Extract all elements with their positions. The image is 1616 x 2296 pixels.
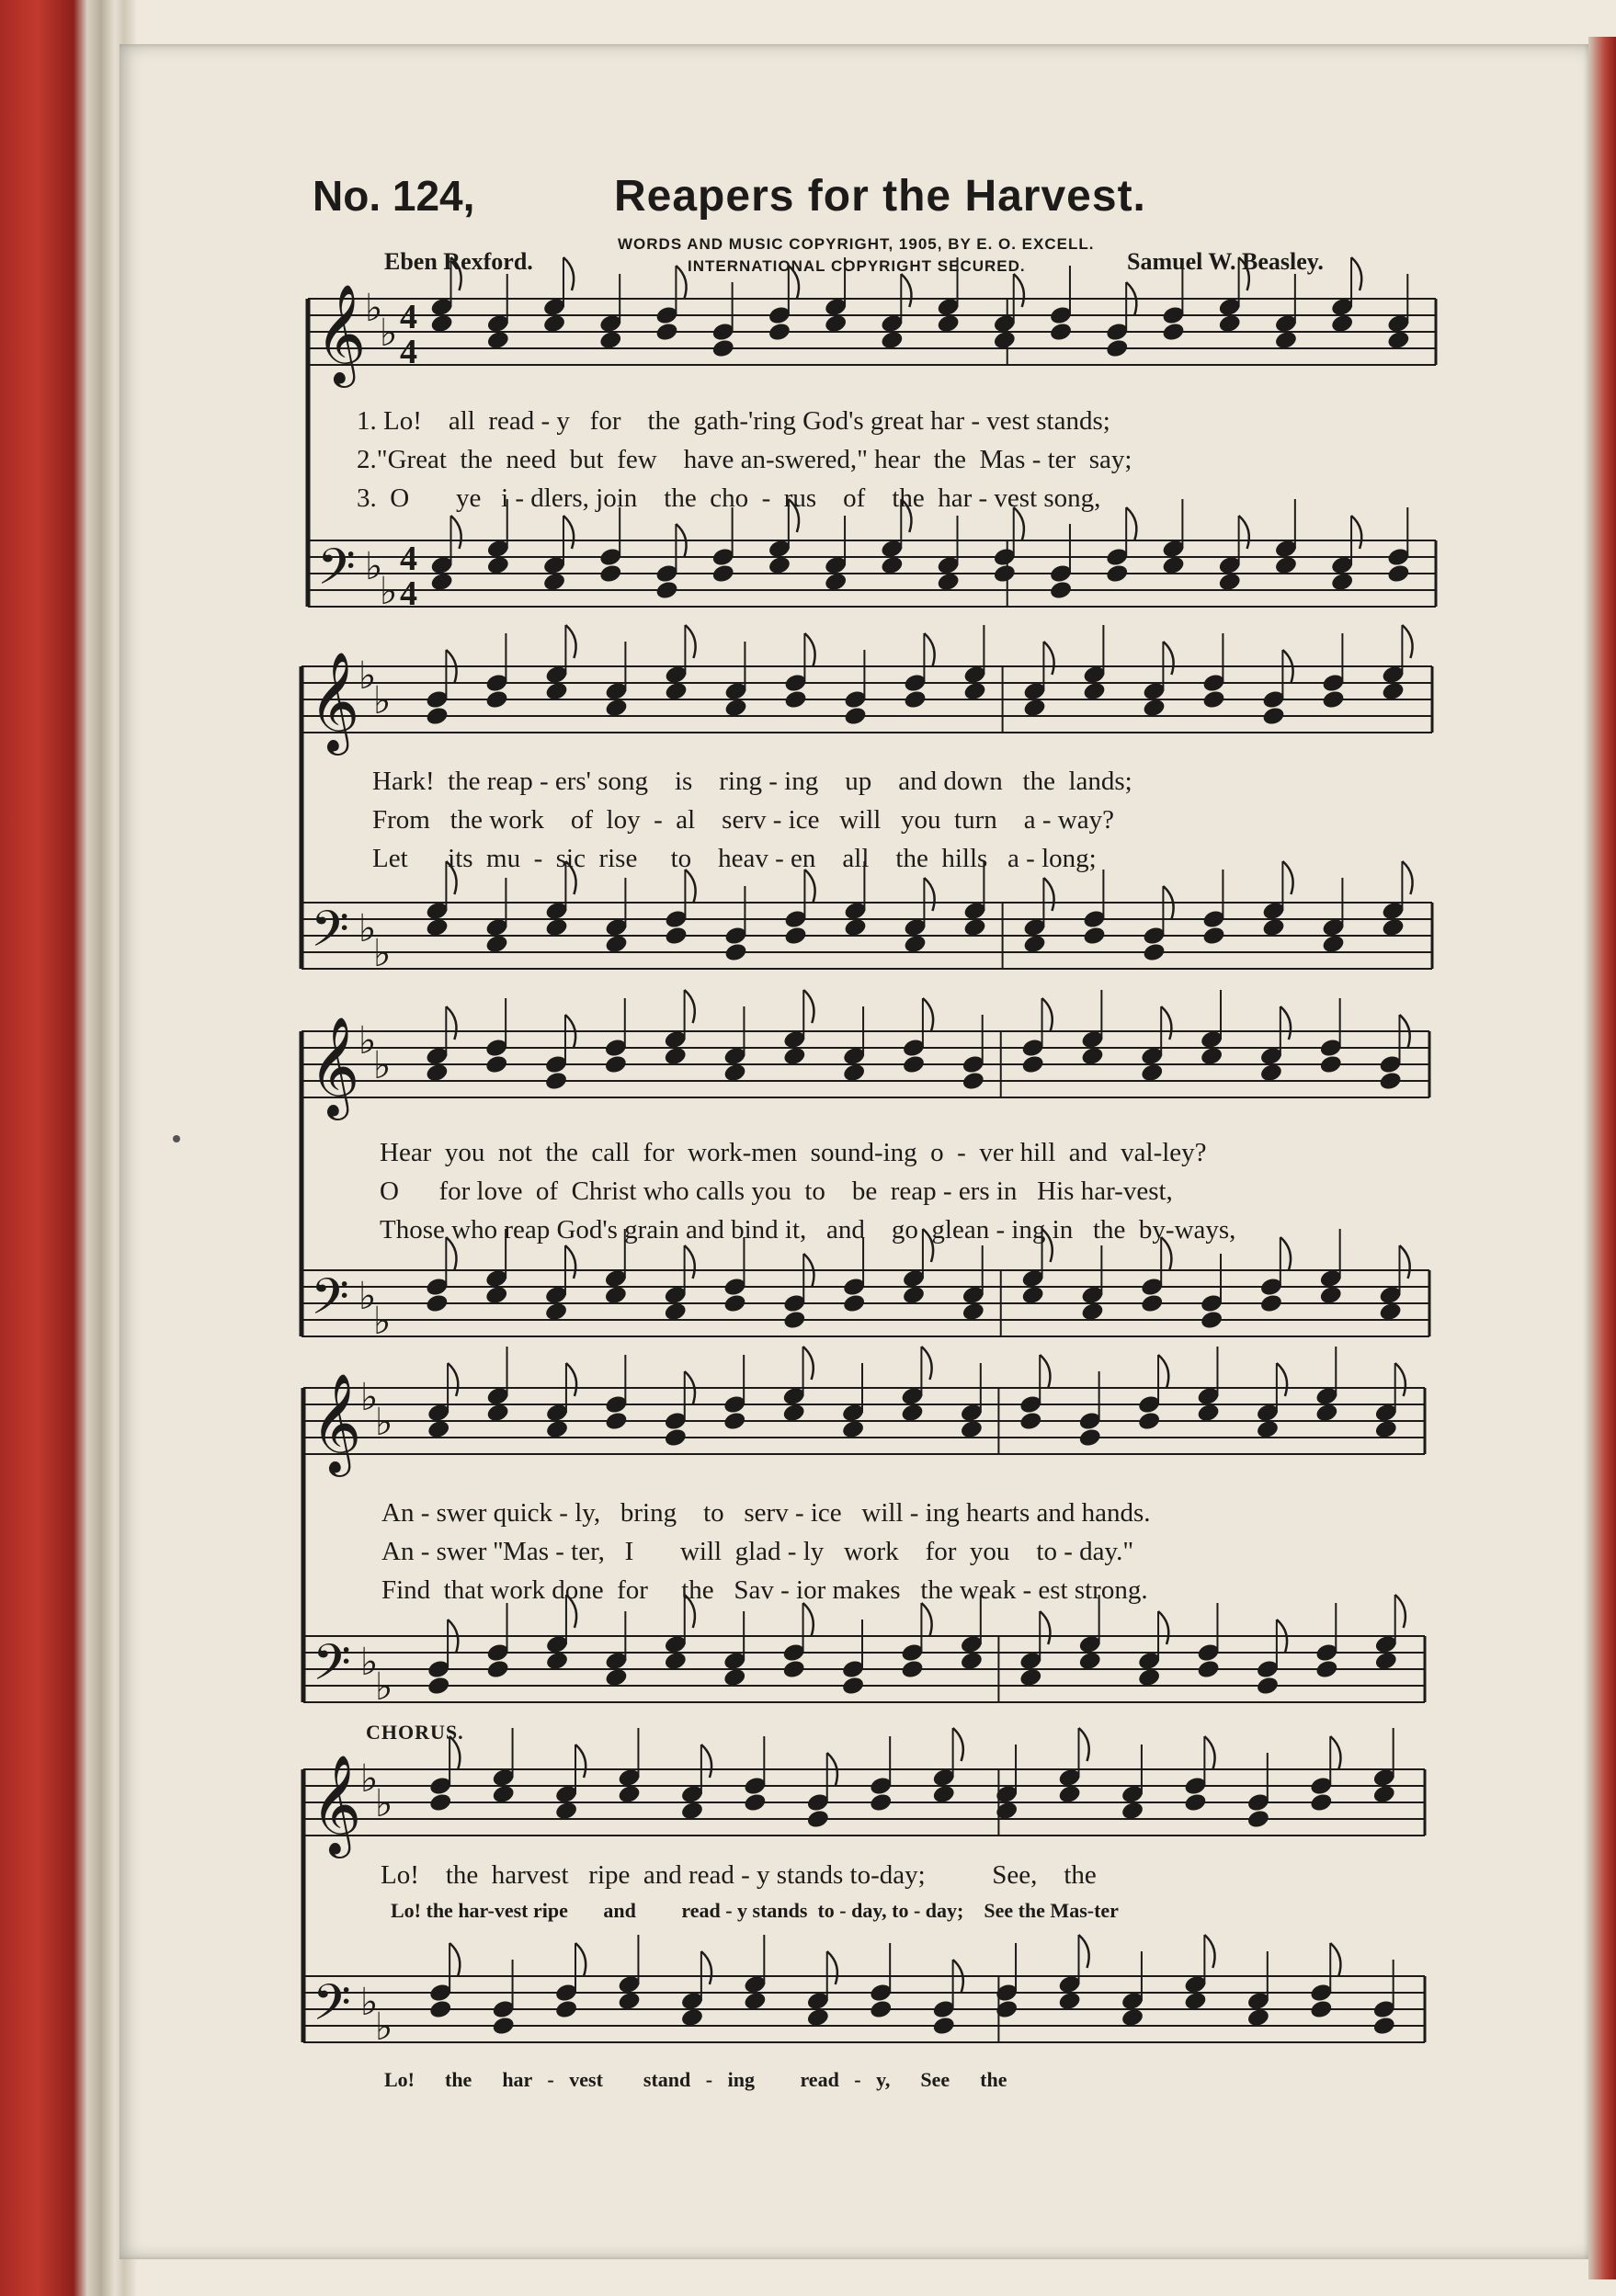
composer-credit: Samuel W. Beasley. [1127, 248, 1324, 275]
ink-speck [173, 1135, 180, 1142]
system-5-key-signature: ♭ [375, 2005, 393, 2049]
system-1-bass-clef: 𝄢 [317, 539, 356, 608]
system-2-key-signature: ♭ [373, 931, 392, 975]
hymn-number: No. 124, [313, 172, 475, 220]
copyright-notice: WORDS AND MUSIC COPYRIGHT, 1905, BY E. O. EXCELL. [618, 235, 1095, 253]
system-3-key-signature: ♭ [358, 1018, 377, 1063]
lyric-s2-v1: Hark! the reap - ers' song is ring - ing up and down the lands; [372, 767, 1132, 796]
system-5-key-signature: ♭ [375, 1781, 393, 1825]
lyric-s1-v1: 1. Lo! all read - y for the gath-'ring God's great har - vest stands; [357, 406, 1110, 436]
lyric-s1-v2: 2."Great the need but few have an-swered," hear the Mas - ter say; [357, 445, 1132, 474]
system-2-treble-clef: 𝄞 [309, 652, 360, 752]
system-3-key-signature: ♭ [373, 1043, 392, 1087]
copyright-notice-intl: INTERNATIONAL COPYRIGHT SECURED. [688, 257, 1026, 275]
lyric-chorus-bass: Lo! the har - vest stand - ing read - y, See the [384, 2068, 1007, 2091]
system-4-treble-clef: 𝄞 [311, 1373, 362, 1473]
system-1-key-signature: ♭ [365, 544, 383, 588]
system-2-key-signature: ♭ [358, 654, 377, 698]
hymn-title: Reapers for the Harvest. [614, 172, 1146, 221]
lyric-s3-v1: Hear you not the call for work-men sound-ing o - ver hill and val-ley? [380, 1138, 1207, 1167]
time-signature-bottom: 4 [400, 333, 417, 371]
system-5-key-signature: ♭ [360, 1980, 379, 2024]
system-5-bass-clef: 𝄢 [313, 1974, 351, 2044]
system-2-bass-clef: 𝄢 [311, 901, 349, 971]
lyric-chorus-treble: Lo! the harvest ripe and read - y stands to-day; See, the [381, 1860, 1097, 1890]
lyric-s2-v3: Let its mu - sic rise to heav - en all the hills a - long; [372, 844, 1097, 873]
lyric-s1-v3: 3. O ye i - dlers, join the cho - rus of the har - vest song, [357, 483, 1101, 513]
system-5-key-signature: ♭ [360, 1756, 379, 1801]
system-4-key-signature: ♭ [360, 1375, 379, 1419]
system-1-key-signature: ♭ [365, 286, 383, 330]
time-signature-top: 4 [400, 298, 417, 336]
lyric-chorus-tenor: Lo! the har-vest ripe and read - y stands to - day, to - day; See the Mas-ter [391, 1899, 1119, 1922]
system-3-bass-clef: 𝄢 [311, 1268, 349, 1338]
time-signature-top: 4 [400, 540, 417, 578]
lyric-s4-v1: An - swer quick - ly, bring to serv - ice will - ing hearts and hands. [381, 1498, 1151, 1528]
system-1-key-signature: ♭ [380, 569, 398, 613]
system-4-bass-clef: 𝄢 [313, 1634, 351, 1704]
lyric-s2-v2: From the work of loy - al serv - ice will you turn a - way? [372, 805, 1114, 835]
facing-page-edge [1588, 37, 1616, 2279]
lyricist-credit: Eben Rexford. [384, 248, 533, 275]
chorus-label: CHORUS. [366, 1721, 464, 1744]
lyric-s4-v3: Find that work done for the Sav - ior makes the weak - est strong. [381, 1575, 1148, 1605]
system-5-treble-clef: 𝄞 [311, 1755, 362, 1855]
system-1-key-signature: ♭ [380, 311, 398, 355]
system-1-treble-clef: 𝄞 [315, 284, 367, 384]
system-3-key-signature: ♭ [373, 1299, 392, 1343]
lyric-s4-v2: An - swer ''Mas - ter, I will glad - ly work for you to - day." [381, 1537, 1134, 1566]
lyric-s3-v2: O for love of Christ who calls you to be reap - ers in His har-vest, [380, 1176, 1173, 1206]
time-signature-bottom: 4 [400, 574, 417, 613]
system-2-key-signature: ♭ [358, 906, 377, 950]
system-4-key-signature: ♭ [375, 1400, 393, 1444]
system-3-treble-clef: 𝄞 [309, 1017, 360, 1117]
lyric-s3-v3: Those who reap God's grain and bind it, and go glean - ing in the by-ways, [380, 1215, 1236, 1245]
system-4-key-signature: ♭ [360, 1640, 379, 1684]
system-4-key-signature: ♭ [375, 1665, 393, 1709]
system-2-key-signature: ♭ [373, 678, 392, 722]
system-3-key-signature: ♭ [358, 1274, 377, 1318]
